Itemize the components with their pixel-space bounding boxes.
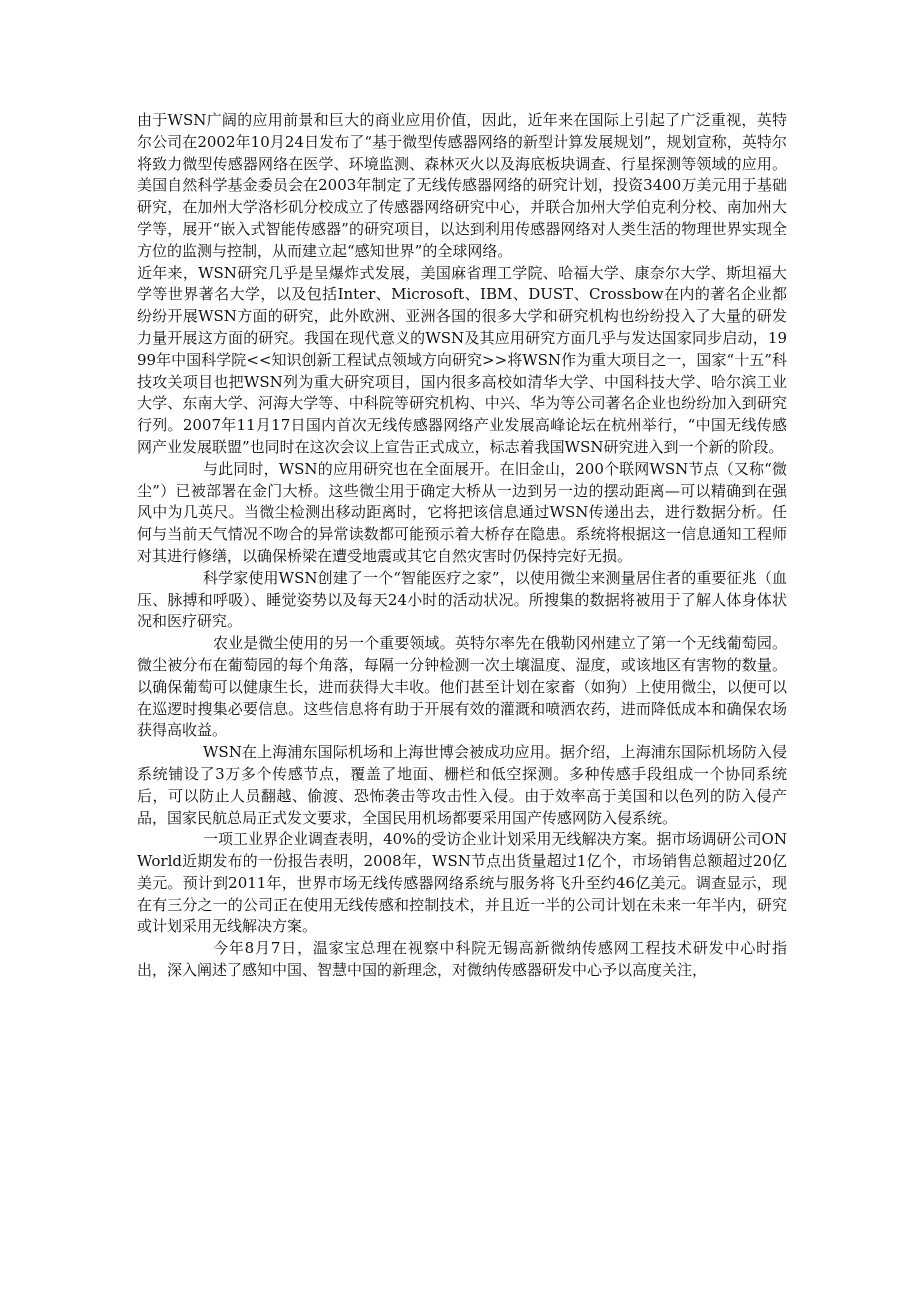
paragraph-research-boom: 近年来，WSN研究几乎是呈爆炸式发展，美国麻省理工学院、哈福大学、康奈尔大学、斯坦福大学等世界著名大学，以及包括Inter、Microsoft、IBM、DUST、Crossbow在内的著名企业都纷纷开展WSN方面的研究，此外欧洲、亚洲各国的很多大学和研究机构也纷纷投入了大量的研发力量开展这方面的研究。我国在现代意义的WSN及其应用研究方面几乎与发达国家同步启动，1999年中国科学院<<知识创新工程试点领域方向研究>>将WSN作为重大项目之一，国家“十五”科技攻关项目也把WSN列为重大研究项目，国内很多高校如清华大学、中国科技大学、哈尔滨工业大学、东南大学、河海大学等、中科院等研究机构、中兴、华为等公司著名企业也纷纷加入到研究行列。2007年11月17日国内首次无线传感器网络产业发展高峰论坛在杭州举行，“中国无线传感网产业发展联盟”也同时在这次会议上宣告正式成立，标志着我国WSN研究进入到一个新的阶段。 (137, 263, 787, 456)
paragraph-shanghai-airport: WSN在上海浦东国际机场和上海世博会被成功应用。据介绍，上海浦东国际机场防入侵系统铺设了3万多个传感节点，覆盖了地面、栅栏和低空探测。多种传感手段组成一个协同系统后，可以防止人员翻越、偷渡、恐怖袭击等攻击性入侵。由于效率高于美国和以色列的防入侵产品，国家民航总局正式发文要求，全国民用机场都要采用国产传感网防入侵系统。 (137, 743, 787, 827)
paragraph-golden-gate: 与此同时，WSN的应用研究也在全面展开。在旧金山，200个联网WSN节点（又称“微尘”）已被部署在金门大桥。这些微尘用于确定大桥从一边到另一边的摆动距离—可以精确到在强风中为几英尺。当微尘检测出移动距离时，它将把该信息通过WSN传递出去，进行数据分析。任何与当前天气情况不吻合的异常读数都可能预示着大桥存在隐患。系统将根据这一信息通知工程师对其进行修缮，以确保桥梁在遭受地震或其它自然灾害时仍保持完好无损。 (137, 459, 787, 565)
paragraph-industry-survey: 一项工业界企业调查表明，40%的受访企业计划采用无线解决方案。据市场调研公司ONWorld近期发布的一份报告表明，2008年，WSN节点出货量超过1亿个，市场销售总额超过20亿美元。预计到2011年，世界市场无线传感器网络系统与服务将飞升至约46亿美元。调查显示，现在有三分之一的公司正在使用无线传感和控制技术，并且近一半的公司计划在未来一年半内，研究或计划采用无线解决方案。 (137, 830, 787, 936)
paragraph-agriculture: 农业是微尘使用的另一个重要领域。英特尔率先在俄勒冈州建立了第一个无线葡萄园。微尘被分布在葡萄园的每个角落，每隔一分钟检测一次土壤温度、湿度，或该地区有害物的数量。以确保葡萄可以健康生长，进而获得大丰收。他们甚至计划在家畜（如狗）上使用微尘，以便可以在巡逻时搜集必要信息。这些信息将有助于开展有效的灌溉和喷洒农药，进而降低成本和确保农场获得高收益。 (137, 634, 787, 740)
document-page (137, 110, 787, 982)
paragraph-wuxi-visit: 今年8月7日，温家宝总理在视察中科院无锡高新微纳传感网工程技术研发中心时指出，深入阐述了感知中国、智慧中国的新理念，对微纳传感器研发中心予以高度关注， (137, 939, 787, 980)
paragraph-wsn-value: 由于WSN广阔的应用前景和巨大的商业应用价值，因此，近年来在国际上引起了广泛重视，英特尔公司在2002年10月24日发布了“基于微型传感器网络的新型计算发展规划”，规划宣称，英特尔将致力微型传感器网络在医学、环境监测、森林灭火以及海底板块调查、行星探测等领域的应用。美国自然科学基金委员会在2003年制定了无线传感器网络的研究计划，投资3400万美元用于基础研究，在加州大学洛杉矶分校成立了传感器网络研究中心，并联合加州大学伯克利分校、南加州大学等，展开“嵌入式智能传感器”的研究项目，以达到利用传感器网络对人类生活的物理世界实现全方位的监测与控制，从而建立起“感知世界”的全球网络。 (137, 111, 787, 260)
paragraph-smart-medical-home: 科学家使用WSN创建了一个“智能医疗之家”，以使用微尘来测量居住者的重要征兆（血压、脉搏和呼吸）、睡觉姿势以及每天24小时的活动状况。所搜集的数据将被用于了解人体身体状况和医疗研究。 (137, 568, 787, 631)
